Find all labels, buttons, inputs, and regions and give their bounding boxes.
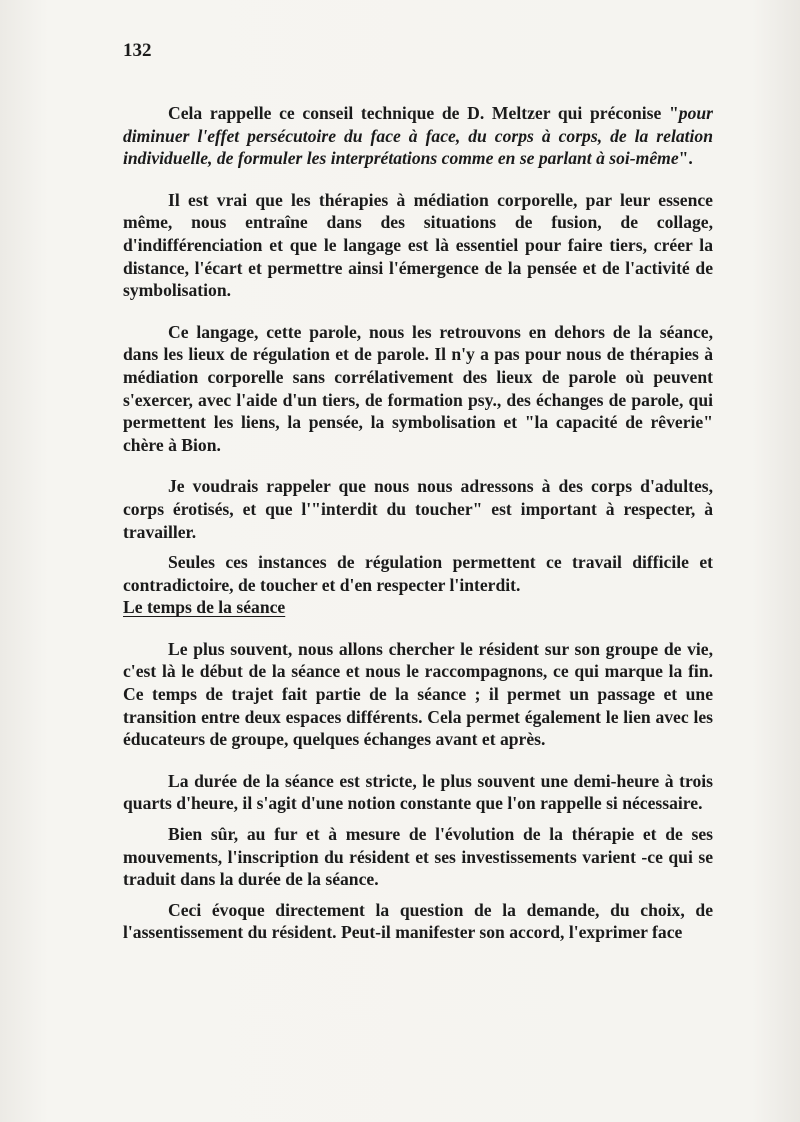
paragraph-evolution: Bien sûr, au fur et à mesure de l'évolution de la thérapie et de ses mouvements, l'inscription du résident et ses investissements varient -ce qui se traduit dans la durée de la séance. xyxy=(123,824,713,890)
page-body xyxy=(123,102,713,944)
paragraph-instances: Seules ces instances de régulation permettent ce travail difficile et contradictoire, de toucher et d'en respecter l'interdit. xyxy=(123,552,713,595)
paragraph-groupe-de-vie: Le plus souvent, nous allons chercher le résident sur son groupe de vie, c'est là le début de la séance et nous le raccompagnons, ce qui marque la fin. Ce temps de trajet fait partie de la séance ; il permet un passage et une transition entre deux espaces différents. Cela permet également le lien avec les éducateurs de groupe, quelques échanges avant et après. xyxy=(123,638,713,750)
page-number: 132 xyxy=(123,40,152,61)
paragraph-demande: Ceci évoque directement la question de la demande, du choix, de l'assentissement du résident. Peut-il manifester son accord, l'exprimer face xyxy=(123,899,713,943)
section-heading: Le temps de la séance xyxy=(123,597,286,618)
quotation-italic: pour diminuer l'effet persécutoire du face à face, du corps à corps, de la relation individuelle, de formuler les interprétations comme en se parlant à soi-même xyxy=(123,103,713,169)
paragraph-langage: Ce langage, cette parole, nous les retrouvons en dehors de la séance, dans les lieux de régulation et de parole. Il n'y a pas pour nous de thérapies à médiation corporelle sans corrélativement des lieux de parole où peuvent s'exercer, avec l'aide d'un tiers, de formation psy., des échanges de parole, qui permettent les liens, la pensée, la symbolisation et "la capacité de rêverie" chère à Bion. xyxy=(123,321,713,455)
paragraph-text: Cela rappelle ce conseil technique de D. Meltzer qui préconise " xyxy=(168,103,679,123)
paragraph-corps-adultes: Je voudrais rappeler que nous nous adressons à des corps d'adultes, corps érotisés, et que l'"interdit du toucher" est important à respecter, à travailler. xyxy=(123,476,713,542)
paragraph-text: ". xyxy=(678,148,693,169)
paragraph-meltzer-quote xyxy=(123,102,713,170)
paragraph-duree: La durée de la séance est stricte, le plus souvent une demi-heure à trois quarts d'heure, il s'agit d'une notion constante que l'on rappelle si nécessaire. xyxy=(123,770,713,814)
paragraph-mediation: Il est vrai que les thérapies à médiation corporelle, par leur essence même, nous entraîne dans des situations de fusion, de collage, d'indifférenciation et que le langage est là essentiel pour faire tiers, créer la distance, l'écart et permettre ainsi l'émergence de la pensée et de l'activité de symbolisation. xyxy=(123,189,713,301)
